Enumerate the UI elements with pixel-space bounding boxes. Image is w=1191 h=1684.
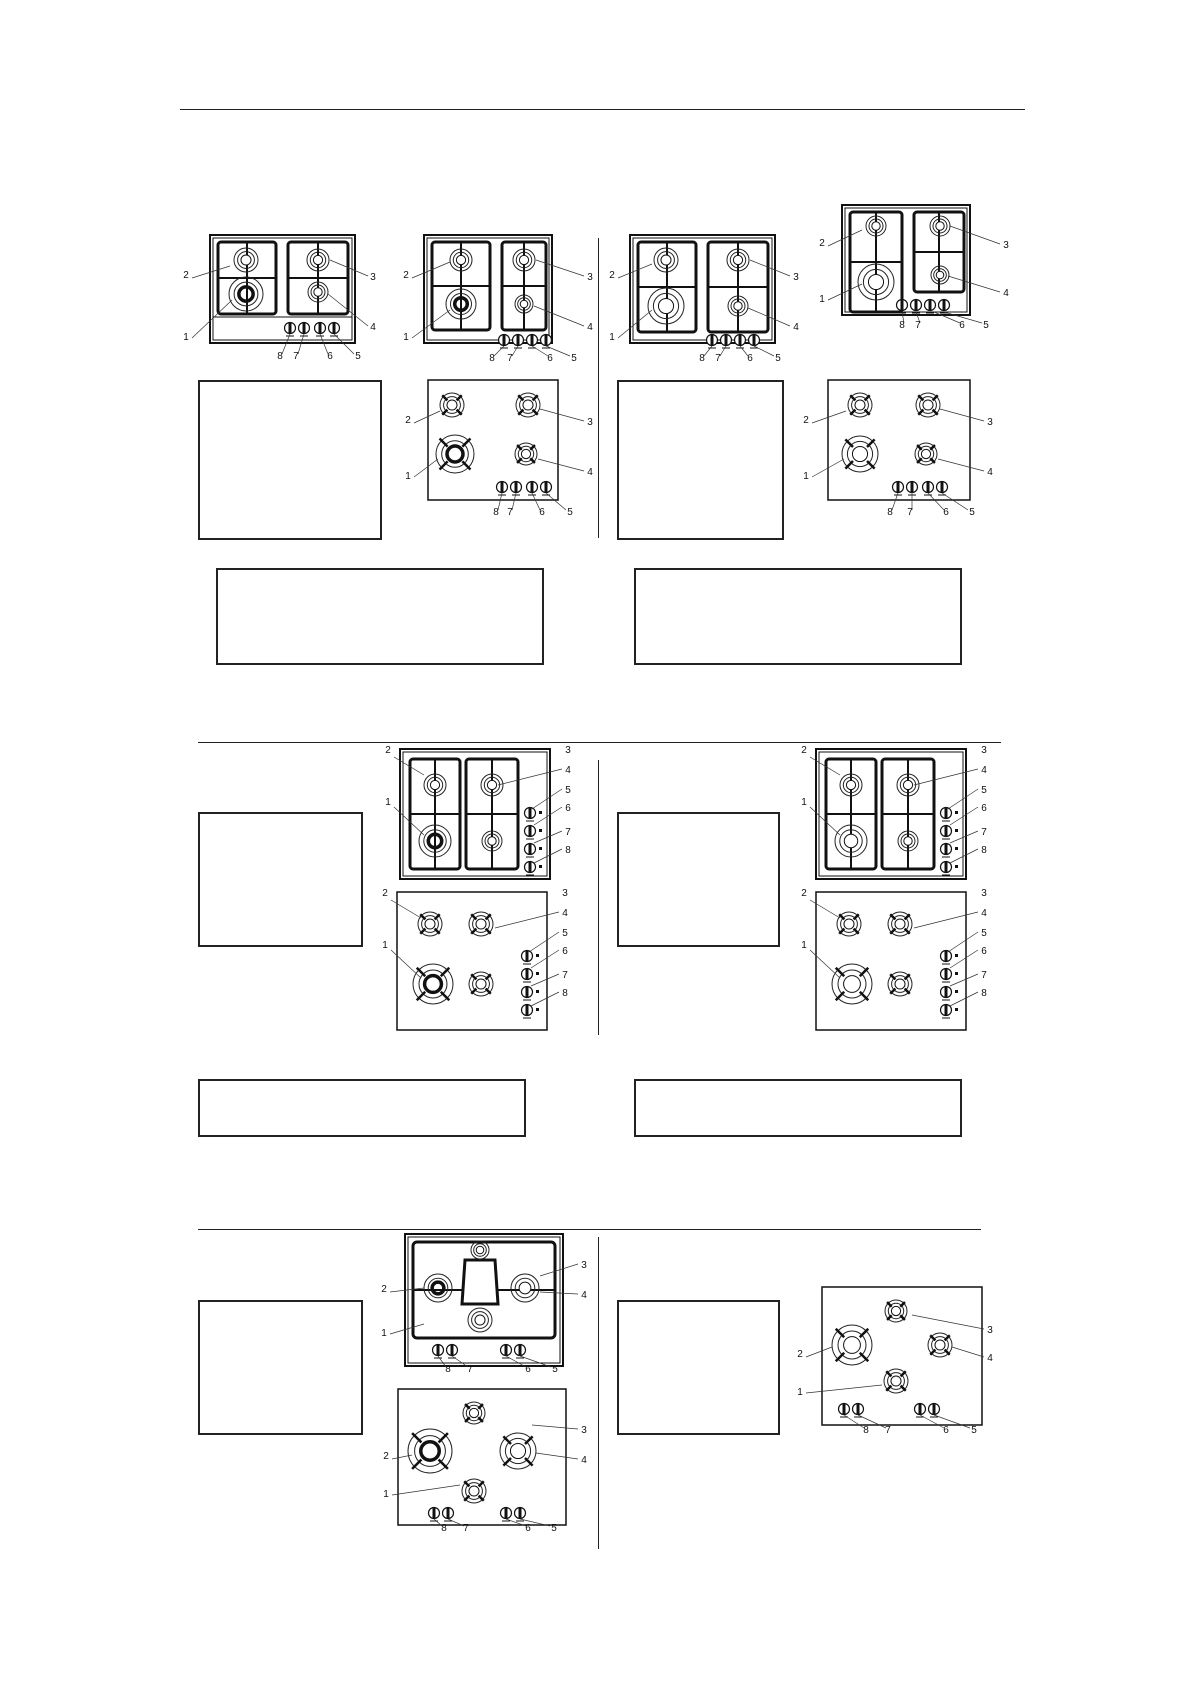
- callout-1: [803, 459, 844, 482]
- control-knob: [707, 334, 718, 348]
- burner: [516, 393, 540, 417]
- burner: [450, 249, 472, 271]
- burner: [928, 1333, 952, 1357]
- control-knob: [941, 950, 952, 964]
- svg-text:3: 3: [581, 1425, 587, 1436]
- control-knob: [541, 334, 552, 348]
- callout-8: [489, 346, 504, 364]
- burner: [848, 393, 872, 417]
- svg-text:1: 1: [383, 1489, 389, 1500]
- svg-text:8: 8: [887, 507, 893, 518]
- callout-1: [405, 459, 438, 482]
- svg-text:7: 7: [915, 320, 921, 331]
- burner: [418, 912, 442, 936]
- section-1-divider: [598, 238, 599, 538]
- svg-text:2: 2: [609, 270, 615, 281]
- callout-3: [562, 888, 568, 899]
- burner: [515, 295, 533, 313]
- section-3-rule: [198, 1229, 981, 1230]
- burner: [648, 288, 684, 324]
- hob-d: [810, 200, 1010, 340]
- svg-text:4: 4: [981, 765, 987, 776]
- svg-text:3: 3: [587, 272, 593, 283]
- control-knob: [525, 861, 536, 875]
- svg-text:4: 4: [587, 322, 593, 333]
- callout-2: [803, 411, 846, 426]
- hob-f: [800, 375, 1000, 520]
- burner: [481, 774, 503, 796]
- burner: [888, 972, 912, 996]
- svg-text:3: 3: [793, 272, 799, 283]
- hob-g-l: [368, 745, 588, 890]
- hob-h-l: [365, 888, 585, 1033]
- svg-text:5: 5: [981, 785, 987, 796]
- control-knob: [941, 1004, 952, 1018]
- svg-text:8: 8: [441, 1523, 447, 1534]
- callout-2: [819, 230, 862, 249]
- svg-text:8: 8: [277, 351, 283, 362]
- svg-text:1: 1: [609, 332, 615, 343]
- svg-text:2: 2: [801, 888, 807, 899]
- svg-text:5: 5: [969, 507, 975, 518]
- control-knob: [941, 825, 952, 839]
- svg-text:7: 7: [981, 970, 987, 981]
- svg-text:4: 4: [793, 322, 799, 333]
- text-box-5: [198, 812, 363, 947]
- burner: [513, 249, 535, 271]
- callout-4: [748, 308, 799, 333]
- svg-text:4: 4: [987, 467, 993, 478]
- control-knob: [525, 843, 536, 857]
- svg-text:6: 6: [943, 1425, 949, 1436]
- svg-text:8: 8: [565, 845, 571, 856]
- callout-8: [493, 493, 502, 518]
- burner: [511, 1274, 539, 1302]
- control-knob: [433, 1344, 444, 1358]
- hob-g-r: [784, 745, 1004, 890]
- callout-4: [938, 459, 993, 478]
- burner: [931, 266, 949, 284]
- svg-text:7: 7: [507, 507, 513, 518]
- svg-text:7: 7: [507, 353, 513, 364]
- svg-text:6: 6: [981, 946, 987, 957]
- hob-k: [790, 1285, 1000, 1435]
- svg-text:1: 1: [382, 940, 388, 951]
- callout-4: [538, 459, 593, 478]
- svg-text:2: 2: [183, 270, 189, 281]
- svg-text:2: 2: [801, 745, 807, 756]
- control-knob: [893, 481, 904, 495]
- burner: [462, 1479, 486, 1503]
- callout-6: [320, 334, 333, 362]
- svg-text:7: 7: [467, 1364, 473, 1375]
- callout-3: [330, 260, 376, 283]
- svg-text:7: 7: [907, 507, 913, 518]
- svg-text:3: 3: [987, 1325, 993, 1336]
- burner: [469, 972, 493, 996]
- burner: [463, 1402, 485, 1424]
- svg-text:8: 8: [981, 845, 987, 856]
- burner: [234, 248, 258, 272]
- svg-text:6: 6: [525, 1364, 531, 1375]
- text-box-3: [216, 568, 544, 665]
- svg-text:5: 5: [562, 928, 568, 939]
- svg-text:8: 8: [899, 320, 905, 331]
- svg-text:4: 4: [581, 1290, 587, 1301]
- callout-2: [797, 1347, 832, 1360]
- svg-text:3: 3: [587, 417, 593, 428]
- top-rule: [180, 109, 1025, 110]
- svg-text:1: 1: [385, 797, 391, 808]
- callout-2: [405, 411, 440, 426]
- burner: [308, 282, 328, 302]
- burner: [930, 216, 950, 236]
- callout-5: [334, 334, 361, 362]
- svg-text:5: 5: [775, 353, 781, 364]
- control-knob: [541, 481, 552, 495]
- svg-text:6: 6: [981, 803, 987, 814]
- svg-text:8: 8: [699, 353, 705, 364]
- svg-text:2: 2: [797, 1349, 803, 1360]
- callout-3: [940, 409, 993, 428]
- svg-text:2: 2: [803, 415, 809, 426]
- svg-text:2: 2: [405, 415, 411, 426]
- svg-text:4: 4: [562, 908, 568, 919]
- callout-4: [914, 908, 987, 928]
- burner: [832, 964, 872, 1004]
- control-knob: [941, 968, 952, 982]
- burner: [500, 1433, 536, 1469]
- burner: [436, 435, 474, 473]
- svg-text:4: 4: [581, 1455, 587, 1466]
- control-knob: [941, 986, 952, 1000]
- svg-text:2: 2: [403, 270, 409, 281]
- svg-text:5: 5: [567, 507, 573, 518]
- svg-text:6: 6: [327, 351, 333, 362]
- svg-text:1: 1: [801, 797, 807, 808]
- burner: [468, 1308, 492, 1332]
- control-knob: [499, 334, 510, 348]
- text-box-6: [617, 812, 780, 947]
- burner: [482, 831, 502, 851]
- control-knob: [513, 334, 524, 348]
- control-knob: [515, 1344, 526, 1358]
- control-knob: [497, 481, 508, 495]
- svg-text:1: 1: [405, 471, 411, 482]
- burner: [897, 774, 919, 796]
- svg-text:1: 1: [403, 332, 409, 343]
- control-knob: [721, 334, 732, 348]
- callout-4: [495, 908, 568, 928]
- control-knob: [522, 986, 533, 1000]
- control-knob: [522, 1004, 533, 1018]
- svg-text:1: 1: [819, 294, 825, 305]
- burner: [885, 1300, 907, 1322]
- control-knob: [522, 950, 533, 964]
- control-knob: [925, 299, 936, 313]
- hob-i: [380, 1232, 590, 1377]
- callout-3: [950, 226, 1009, 251]
- svg-text:7: 7: [981, 827, 987, 838]
- burner: [832, 1325, 872, 1365]
- svg-text:5: 5: [981, 928, 987, 939]
- svg-text:4: 4: [565, 765, 571, 776]
- svg-text:6: 6: [565, 803, 571, 814]
- callout-3: [981, 888, 987, 899]
- svg-text:1: 1: [797, 1387, 803, 1398]
- svg-text:6: 6: [539, 507, 545, 518]
- callout-1: [383, 1485, 460, 1500]
- burner: [307, 249, 329, 271]
- callout-3: [532, 1425, 587, 1436]
- svg-text:6: 6: [525, 1523, 531, 1534]
- svg-text:2: 2: [819, 238, 825, 249]
- callout-7: [293, 334, 304, 362]
- svg-text:1: 1: [381, 1328, 387, 1339]
- svg-text:2: 2: [382, 888, 388, 899]
- control-knob: [929, 1403, 940, 1417]
- text-box-10: [617, 1300, 780, 1435]
- svg-text:6: 6: [959, 320, 965, 331]
- callout-3: [540, 409, 593, 428]
- control-knob: [911, 299, 922, 313]
- burner: [835, 825, 867, 857]
- callout-4: [952, 1347, 993, 1364]
- text-box-4: [634, 568, 962, 665]
- burner: [866, 216, 886, 236]
- svg-text:3: 3: [1003, 240, 1009, 251]
- svg-text:4: 4: [370, 322, 376, 333]
- burner: [424, 1274, 452, 1302]
- control-knob: [527, 334, 538, 348]
- burner: [728, 296, 748, 316]
- control-knob: [749, 334, 760, 348]
- svg-text:5: 5: [971, 1425, 977, 1436]
- burner: [727, 249, 749, 271]
- control-knob: [941, 861, 952, 875]
- svg-text:6: 6: [562, 946, 568, 957]
- burner: [413, 964, 453, 1004]
- section-2-rule: [198, 742, 1001, 743]
- control-knob: [525, 825, 536, 839]
- callout-4: [914, 765, 987, 785]
- svg-text:3: 3: [981, 745, 987, 756]
- svg-text:3: 3: [581, 1260, 587, 1271]
- callout-6: [928, 493, 949, 518]
- svg-text:5: 5: [571, 353, 577, 364]
- text-box-2: [617, 380, 784, 540]
- text-box-8: [634, 1079, 962, 1137]
- burner: [408, 1429, 452, 1473]
- svg-text:8: 8: [489, 353, 495, 364]
- burner: [440, 393, 464, 417]
- burner: [842, 436, 878, 472]
- svg-text:8: 8: [981, 988, 987, 999]
- control-knob: [527, 481, 538, 495]
- section-3-divider: [598, 1237, 599, 1549]
- svg-text:6: 6: [547, 353, 553, 364]
- svg-text:7: 7: [562, 970, 568, 981]
- control-knob: [299, 322, 310, 336]
- callout-3: [981, 745, 987, 756]
- control-knob: [511, 481, 522, 495]
- control-knob: [285, 322, 296, 336]
- svg-text:7: 7: [565, 827, 571, 838]
- burner: [424, 774, 446, 796]
- callout-1: [819, 284, 862, 305]
- callout-1: [801, 797, 840, 835]
- svg-text:4: 4: [1003, 288, 1009, 299]
- callout-3: [565, 745, 571, 756]
- svg-text:7: 7: [463, 1523, 469, 1534]
- hob-b: [392, 230, 592, 365]
- svg-text:4: 4: [587, 467, 593, 478]
- control-knob: [315, 322, 326, 336]
- burner: [898, 831, 918, 851]
- control-knob: [937, 481, 948, 495]
- svg-text:4: 4: [981, 908, 987, 919]
- svg-text:8: 8: [493, 507, 499, 518]
- svg-text:1: 1: [801, 940, 807, 951]
- hob-h-r: [784, 888, 1004, 1033]
- control-knob: [515, 1507, 526, 1521]
- callout-1: [382, 940, 421, 978]
- burner: [888, 912, 912, 936]
- callout-7: [715, 346, 726, 364]
- control-knob: [447, 1344, 458, 1358]
- svg-text:4: 4: [987, 1353, 993, 1364]
- text-box-7: [198, 1079, 526, 1137]
- control-knob: [923, 481, 934, 495]
- control-knob: [839, 1403, 850, 1417]
- control-knob: [907, 481, 918, 495]
- callout-7: [507, 493, 516, 518]
- control-knob: [941, 807, 952, 821]
- callout-4: [948, 276, 1009, 299]
- svg-text:5: 5: [551, 1523, 557, 1534]
- svg-text:5: 5: [565, 785, 571, 796]
- burner: [884, 1369, 908, 1393]
- svg-text:2: 2: [383, 1451, 389, 1462]
- svg-text:1: 1: [183, 332, 189, 343]
- callout-5: [754, 346, 781, 364]
- callout-3: [912, 1315, 993, 1336]
- svg-text:1: 1: [803, 471, 809, 482]
- svg-text:2: 2: [385, 745, 391, 756]
- control-knob: [735, 334, 746, 348]
- callout-7: [907, 493, 913, 518]
- burner: [858, 264, 894, 300]
- callout-1: [801, 940, 840, 978]
- svg-text:3: 3: [981, 888, 987, 899]
- text-box-9: [198, 1300, 363, 1435]
- callout-4: [536, 1453, 587, 1466]
- control-knob: [939, 299, 950, 313]
- burner: [515, 443, 537, 465]
- control-knob: [853, 1403, 864, 1417]
- callout-7: [507, 346, 518, 364]
- callout-8: [887, 493, 898, 518]
- svg-text:3: 3: [562, 888, 568, 899]
- svg-text:6: 6: [943, 507, 949, 518]
- callout-5: [546, 493, 573, 518]
- svg-text:5: 5: [355, 351, 361, 362]
- hob-e: [392, 375, 592, 520]
- burner: [840, 774, 862, 796]
- hob-c: [600, 230, 800, 365]
- hob-a: [180, 230, 380, 365]
- control-knob: [429, 1507, 440, 1521]
- callout-8: [699, 346, 712, 364]
- svg-text:6: 6: [747, 353, 753, 364]
- callout-6: [740, 346, 753, 364]
- control-knob: [915, 1403, 926, 1417]
- control-knob: [501, 1507, 512, 1521]
- burner: [916, 393, 940, 417]
- svg-text:7: 7: [885, 1425, 891, 1436]
- callout-1: [797, 1385, 882, 1398]
- control-knob: [941, 843, 952, 857]
- svg-text:2: 2: [381, 1284, 387, 1295]
- svg-text:3: 3: [565, 745, 571, 756]
- control-knob: [501, 1344, 512, 1358]
- svg-text:3: 3: [987, 417, 993, 428]
- callout-6: [532, 346, 553, 364]
- callout-6: [532, 493, 545, 518]
- section-2-divider: [598, 760, 599, 1035]
- control-knob: [443, 1507, 454, 1521]
- burner: [837, 912, 861, 936]
- control-knob: [522, 968, 533, 982]
- burner: [654, 248, 678, 272]
- svg-text:8: 8: [863, 1425, 869, 1436]
- svg-text:7: 7: [715, 353, 721, 364]
- text-box-1: [198, 380, 382, 540]
- svg-text:5: 5: [983, 320, 989, 331]
- svg-text:3: 3: [370, 272, 376, 283]
- svg-text:5: 5: [552, 1364, 558, 1375]
- svg-text:7: 7: [293, 351, 299, 362]
- burner: [915, 443, 937, 465]
- control-knob: [525, 807, 536, 821]
- callout-1: [183, 300, 232, 343]
- burner: [471, 1241, 489, 1259]
- callout-1: [385, 797, 424, 835]
- callout-4: [498, 765, 571, 785]
- callout-8: [277, 334, 290, 362]
- hob-j: [380, 1387, 590, 1532]
- svg-text:8: 8: [445, 1364, 451, 1375]
- svg-text:8: 8: [562, 988, 568, 999]
- burner: [469, 912, 493, 936]
- control-knob: [329, 322, 340, 336]
